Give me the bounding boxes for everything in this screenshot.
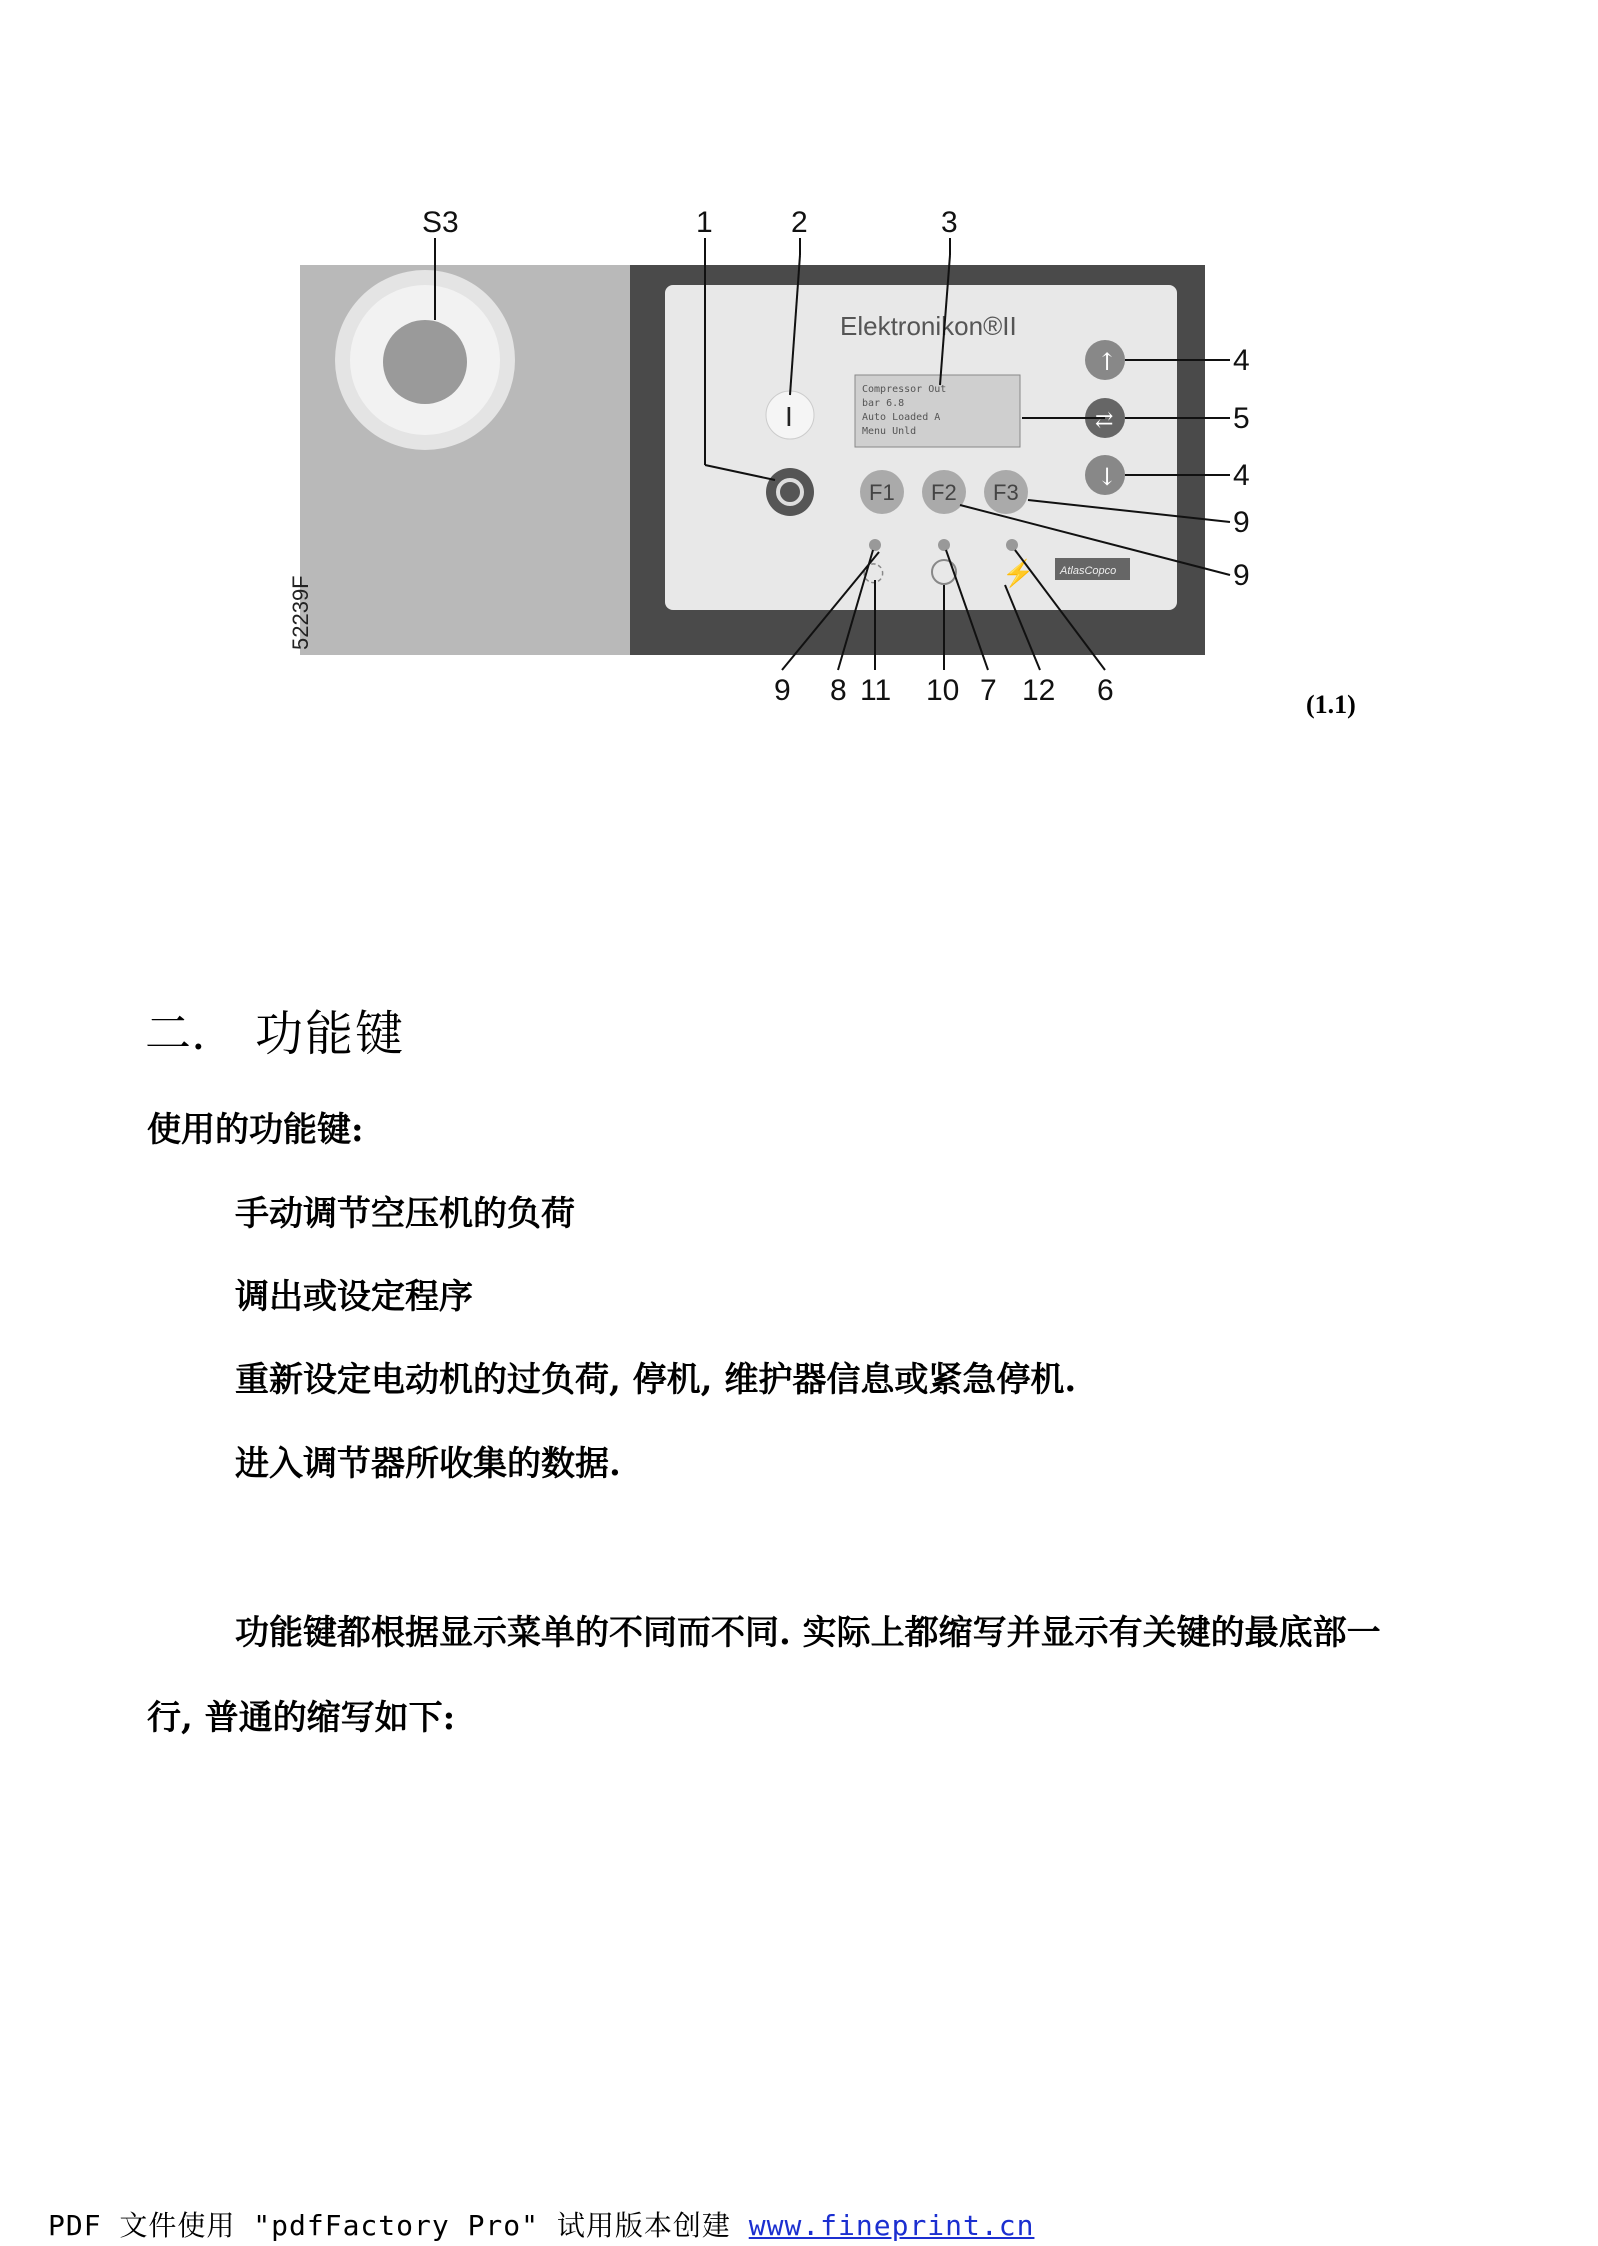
logo-text: AtlasCopco <box>1060 565 1117 577</box>
brand-label: Elektronikon®II <box>840 311 1017 341</box>
lcd-line: Compressor Out <box>862 384 947 395</box>
callout-5: 5 <box>1233 402 1250 435</box>
f3-label: F3 <box>993 480 1019 505</box>
body-line: 功能键都根据显示菜单的不同而不同. 实际上都缩写并显示有关键的最底部一 <box>235 1613 1381 1653</box>
callout-12: 12 <box>1022 674 1056 707</box>
callout-9-f1: 9 <box>774 674 791 707</box>
callout-9-f2: 9 <box>1233 559 1250 592</box>
callout-4-up: 4 <box>1233 344 1250 377</box>
section-number: 二. <box>145 1005 206 1060</box>
callout-9-f3: 9 <box>1233 506 1250 539</box>
start-label: I <box>785 401 793 432</box>
list-item: 进入调节器所收集的数据. <box>235 1444 621 1484</box>
footer-link[interactable]: www.fineprint.cn <box>748 2209 1035 2242</box>
lcd-line: bar 6.8 <box>862 398 905 409</box>
callout-6: 6 <box>1097 674 1114 707</box>
up-arrow-icon: ↑ <box>1097 348 1118 376</box>
list-item: 调出或设定程序 <box>235 1277 473 1317</box>
callout-3: 3 <box>941 206 958 239</box>
callout-10: 10 <box>926 674 960 707</box>
body-line: 行, 普通的缩写如下: <box>147 1698 456 1738</box>
warning-icon: ⚡ <box>1002 559 1035 589</box>
figure-number: (1.1) <box>1306 690 1356 719</box>
f2-label: F2 <box>931 480 957 505</box>
intro-text: 使用的功能键: <box>147 1110 364 1150</box>
stop-button <box>766 468 814 516</box>
f1-label: F1 <box>869 480 895 505</box>
footer-text: PDF 文件使用 "pdfFactory Pro" 试用版本创建 <box>48 2209 749 2242</box>
pdf-footer <box>48 2204 1034 2244</box>
callout-7: 7 <box>980 674 997 707</box>
figure-code: 52239F <box>288 575 313 650</box>
lcd-line: Auto Loaded A <box>862 412 941 423</box>
list-item: 重新设定电动机的过负荷, 停机, 维护器信息或紧急停机. <box>235 1360 1077 1400</box>
callout-s3: S3 <box>422 206 459 239</box>
emergency-stop-button <box>383 320 467 404</box>
auto-icon: ◌ <box>862 557 885 587</box>
lcd-line: Menu Unld <box>862 426 917 437</box>
callout-4-down: 4 <box>1233 459 1250 492</box>
callout-11: 11 <box>860 674 892 707</box>
section-heading <box>145 995 405 1064</box>
callout-1: 1 <box>696 206 713 239</box>
enter-icon: ⇄ <box>1095 408 1114 433</box>
down-arrow-icon: ↓ <box>1097 463 1118 491</box>
list-item: 手动调节空压机的负荷 <box>235 1194 575 1234</box>
callout-8: 8 <box>830 674 847 707</box>
control-panel-figure <box>160 200 1310 720</box>
section-title: 功能键 <box>255 1006 406 1062</box>
callout-2: 2 <box>791 206 808 239</box>
